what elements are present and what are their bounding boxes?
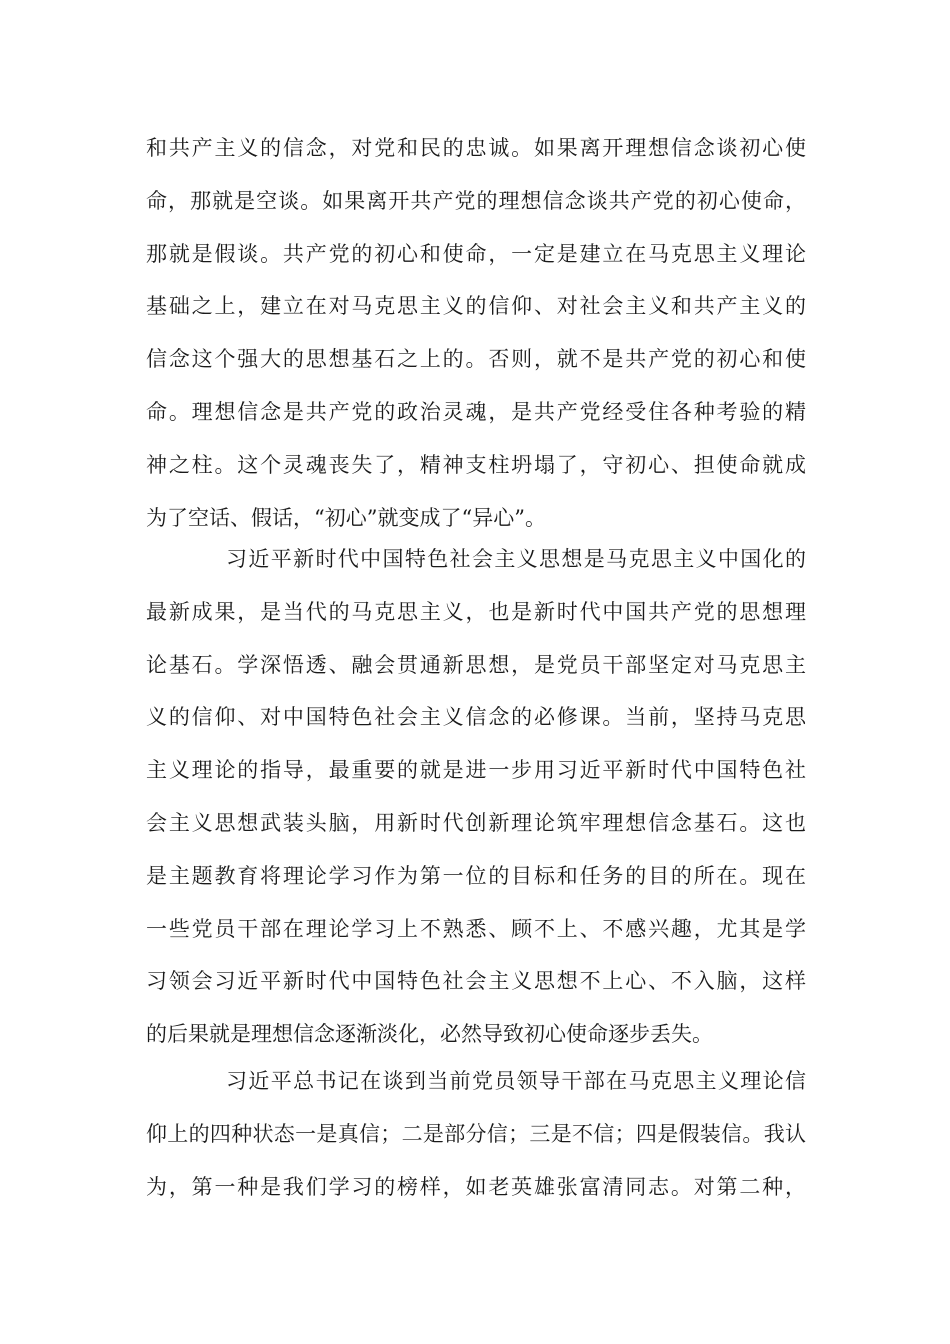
paragraph-line: 是主题教育将理论学习作为第一位的目标和任务的目的所在。现在 [146, 863, 806, 888]
paragraph-line: 最新成果，是当代的马克思主义，也是新时代中国共产党的思想理 [146, 599, 806, 624]
paragraph-line: 为了空话、假话，“初心”就变成了“异心”。 [146, 505, 546, 530]
paragraph-line: 会主义思想武装头脑，用新时代创新理论筑牢理想信念基石。这也 [146, 810, 806, 835]
paragraph-line: 和共产主义的信念，对党和民的忠诚。如果离开理想信念谈初心使 [146, 136, 806, 160]
paragraph-line: 的后果就是理想信念逐渐淡化，必然导致初心使命逐步丢失。 [146, 1022, 713, 1047]
paragraph-line: 命。理想信念是共产党的政治灵魂，是共产党经受住各种考验的精 [146, 399, 806, 424]
paragraph-line: 为，第一种是我们学习的榜样，如老英雄张富清同志。对第二种， [146, 1174, 806, 1199]
paragraph-line: 仰上的四种状态一是真信；二是部分信；三是不信；四是假装信。我认 [146, 1121, 806, 1146]
paragraph-first-line: 习近平总书记在谈到当前党员领导干部在马克思主义理论信 [226, 1069, 806, 1093]
paragraph-line: 主义理论的指导，最重要的就是进一步用习近平新时代中国特色社 [146, 758, 806, 783]
paragraph-line: 基础之上，建立在对马克思主义的信仰、对社会主义和共产主义的 [146, 294, 806, 319]
paragraph-line: 命，那就是空谈。如果离开共产党的理想信念谈共产党的初心使命， [146, 188, 806, 213]
paragraph-2 [146, 533, 806, 1061]
paragraph-3 [146, 1055, 806, 1213]
paragraph-line: 义的信仰、对中国特色社会主义信念的必修课。当前，坚持马克思 [146, 705, 806, 730]
paragraph-line: 信念这个强大的思想基石之上的。否则，就不是共产党的初心和使 [146, 347, 806, 372]
paragraph-line: 那就是假谈。共产党的初心和使命，一定是建立在马克思主义理论 [146, 241, 806, 266]
paragraph-line: 神之柱。这个灵魂丧失了，精神支柱坍塌了，守初心、担使命就成 [146, 452, 806, 477]
paragraph-line: 习领会习近平新时代中国特色社会主义思想不上心、不入脑，这样 [146, 969, 806, 994]
paragraph-first-line: 习近平新时代中国特色社会主义思想是马克思主义中国化的 [226, 547, 806, 571]
paragraph-line: 论基石。学深悟透、融会贯通新思想，是党员干部坚定对马克思主 [146, 652, 806, 677]
paragraph-1 [146, 122, 806, 544]
paragraph-line: 一些党员干部在理论学习上不熟悉、顾不上、不感兴趣，尤其是学 [146, 916, 806, 941]
